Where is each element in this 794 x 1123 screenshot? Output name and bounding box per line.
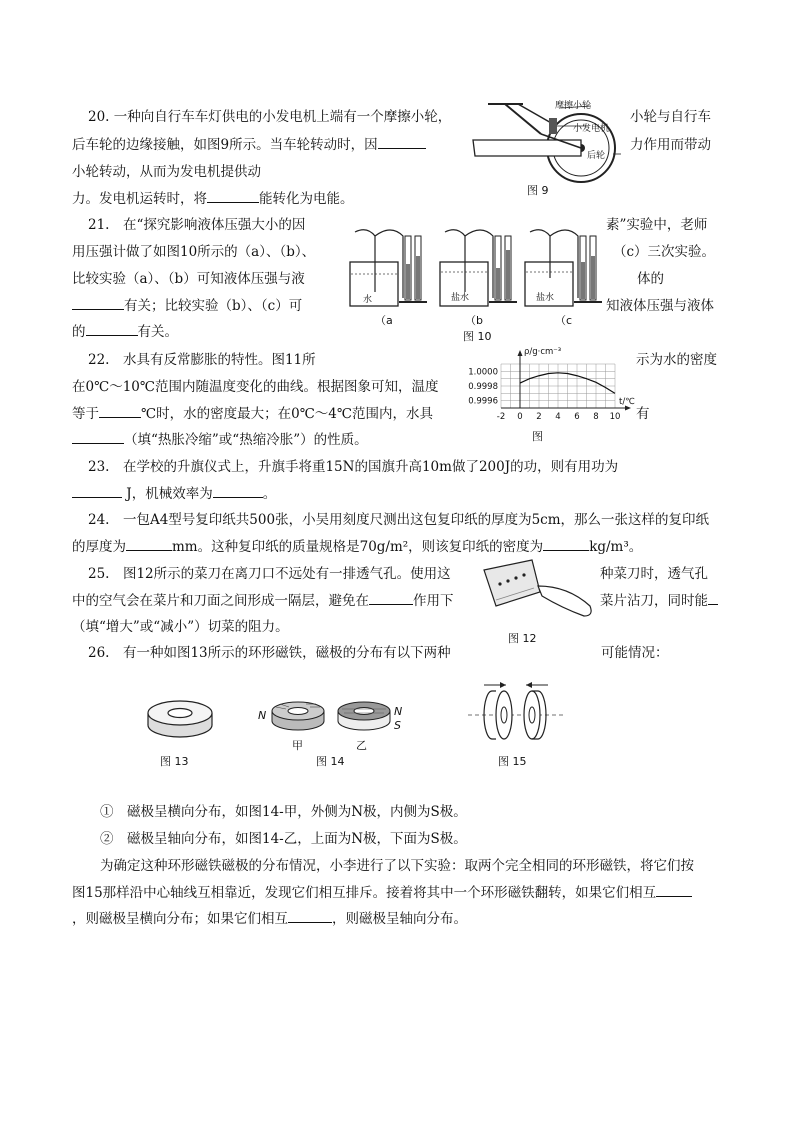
figure-14: [256, 695, 406, 775]
q25-line2c: [600, 589, 718, 609]
figure-15: [466, 677, 566, 777]
q20-line2: [72, 133, 426, 153]
q20-line2a: 后车轮的边缘接触，如图9所示。当车轮转动时，因: [72, 137, 378, 153]
fig14-jia-ring: [272, 702, 324, 730]
q20-line2b: 力作用而带动: [630, 137, 711, 153]
fig14-yi-ring: [338, 702, 390, 730]
fig10-label-a: （a: [375, 314, 393, 327]
fig10-label-c: （c: [555, 314, 573, 327]
q25-blank-2[interactable]: [708, 592, 718, 605]
figure-14-drawing: [256, 695, 406, 740]
figure-10: [335, 222, 605, 342]
q26-blank-2[interactable]: [288, 910, 332, 923]
q21-blank-2[interactable]: [86, 323, 138, 336]
q26-item2: ② 磁极呈轴向分布，如图14-乙，上面为N极，下面为S极。: [100, 831, 467, 847]
figure-13-drawing: [140, 695, 220, 745]
q25-line2a: 中的空气会在菜片和刀面之间形成一隔层，避免在: [72, 593, 369, 609]
q22-line2: 在0℃～10℃范围内随温度变化的曲线。根据图象可知，温度: [72, 379, 439, 395]
q23-blank-2[interactable]: [213, 485, 263, 498]
q20-blank-1[interactable]: [378, 136, 426, 149]
q23-line1: 23. 在学校的升旗仪式上，升旗手将重15N的国旗升高10m做了200J的功，则有用功为: [88, 459, 619, 475]
q24-line1: 24. 一包A4型号复印纸共500张，小吴用刻度尺测出这包复印纸的厚度为5cm，那么一张这样的复印纸: [88, 512, 710, 528]
figure-9-drawing: [463, 96, 623, 196]
q25-line2b: 作用下: [413, 593, 454, 609]
q22-line3a: 等于: [72, 406, 99, 422]
fig14-label-jia: 甲: [292, 739, 303, 752]
q21-line1a: 21. 在“探究影响液体压强大小的因: [88, 217, 306, 233]
q20-blank-2[interactable]: [207, 190, 259, 203]
q22-line3b: ℃时，水的密度最大；在0℃～4℃范围内，水具: [141, 406, 433, 422]
chart-xlabel: t/℃: [619, 397, 635, 407]
q25-line3: （填“增大”或“减小”）切菜的阻力。: [72, 619, 289, 635]
q24-line2a: 的厚度为: [72, 539, 126, 555]
q20-line4: [72, 187, 354, 207]
chart-y-tick-label: 0.9996: [468, 396, 498, 407]
figure-9: [463, 96, 623, 196]
chart-x-tick-label: 8: [593, 412, 599, 422]
q24-line2: [72, 535, 642, 555]
q26-para2: [72, 881, 692, 901]
chart-ylabel: ρ/g·cm⁻³: [524, 347, 562, 357]
q25-line2: [72, 589, 454, 609]
fig10-beaker-a: 水: [363, 295, 373, 305]
chart-x-tick-label: 0: [517, 412, 523, 422]
q22-line1a: 22. 水具有反常膨胀的特性。图11所: [88, 352, 316, 368]
fig10-setup-a: [350, 230, 427, 306]
q26-blank-1[interactable]: [656, 884, 692, 897]
q22-line1b: 示为水的密度: [636, 352, 717, 368]
q20-line4a: 力。发电机运转时，将: [72, 191, 207, 207]
chart-x-tick-label: 4: [555, 412, 561, 422]
figure-15-drawing: [466, 677, 566, 749]
q24-blank-1[interactable]: [126, 538, 172, 551]
q25-line1a: 25. 图12所示的菜刀在离刀口不远处有一排透气孔。使用这: [88, 566, 451, 582]
fig15-ring-right: [524, 691, 546, 739]
chart-grid: [501, 364, 615, 408]
figure-11: [455, 342, 635, 442]
fig14-pole-s-right: S: [394, 719, 401, 732]
q21-line4b: 知液体压强与液体: [606, 298, 714, 314]
q26-line1b: 可能情况：: [601, 645, 669, 661]
q22-line3c: 有: [636, 406, 650, 422]
q21-line3a: 比较实验（a）、（b）可知液体压强与液: [72, 271, 305, 287]
q20-line1a: 20. 一种向自行车车灯供电的小发电机上端有一个摩擦小轮，: [88, 109, 452, 125]
fig10-label-b: （b: [465, 314, 483, 327]
q24-line2c: kg/m³。: [589, 539, 643, 555]
q26-para3a: ，则磁极呈横向分布；如果它们相互: [72, 911, 288, 927]
figure-13: [140, 695, 220, 775]
fig10-beaker-c: 盐水: [536, 293, 555, 303]
q26-para2a: 图15那样沿中心轴线互相靠近，发现它们相互排斥。接着将其中一个环形磁铁翻转，如果它们相互: [72, 885, 657, 901]
q23-line2b: 。: [262, 486, 277, 502]
fig14-pole-n-right: N: [394, 705, 403, 718]
q22-blank-1[interactable]: [99, 405, 141, 418]
fig14-label-yi: 乙: [356, 739, 367, 752]
figure-12: [478, 556, 598, 646]
q21-line2a: 用压强计做了如图10所示的（a）、（b）、: [72, 244, 316, 260]
fig9-label-gen: 小发电机: [573, 124, 610, 134]
q21-line5-prefix: 的: [72, 324, 86, 340]
q22-line4: [72, 428, 368, 448]
fig14-pole-n-left: N: [258, 709, 267, 722]
fig10-caption: 图 10: [463, 330, 492, 343]
q22-line3: [72, 402, 433, 422]
figure-12-drawing: [478, 556, 598, 626]
fig10-beaker-b: 盐水: [451, 293, 470, 303]
q21-line2b: （c）三次实验。: [613, 244, 716, 260]
q20-line1b: 小轮与自行车: [630, 109, 711, 125]
q23-line2: [72, 482, 276, 502]
chart-y-arrow: [518, 350, 523, 356]
fig15-ring-left: [484, 691, 512, 739]
q26-line1a: 26. 有一种如图13所示的环形磁铁，磁极的分布有以下两种: [88, 645, 451, 661]
chart-x-tick-label: -2: [496, 412, 506, 422]
q25-line1b: 种菜刀时，透气孔: [600, 566, 708, 582]
q24-blank-2[interactable]: [543, 538, 589, 551]
fig9-label-rear: 后轮: [587, 151, 606, 161]
chart-x-tick-label: 6: [574, 412, 580, 422]
q23-line2a: J，机械效率为: [126, 486, 213, 502]
q21-line3b: 体的: [637, 271, 664, 287]
q26-item1: ① 磁极呈横向分布，如图14-甲，外侧为N极，内侧为S极。: [100, 804, 467, 820]
q21-line5b: 有关。: [137, 324, 178, 340]
q23-blank-1[interactable]: [72, 485, 122, 498]
chart-y-tick-label: 0.9998: [468, 382, 498, 392]
q21-line4a: 有关；比较实验（b）、（c）可: [124, 298, 303, 314]
q22-line4a: （填“热胀冷缩”或“热缩冷胀”）的性质。: [124, 432, 368, 448]
density-chart: [455, 342, 635, 432]
q21-line4: [72, 294, 302, 314]
q20-line4b: 能转化为电能。: [259, 191, 354, 207]
q26-para3: [72, 907, 467, 927]
fig13-caption: 图 13: [160, 755, 189, 768]
q21-line5: [72, 320, 178, 340]
fig15-caption: 图 15: [498, 755, 527, 768]
fig9-label-wheel: 摩擦小轮: [555, 101, 592, 111]
q22-blank-2[interactable]: [72, 431, 124, 444]
q24-line2b: mm。这种复印纸的质量规格是70g/m²，则该复印纸的密度为: [172, 539, 544, 555]
fig9-caption: 图 9: [527, 184, 549, 197]
fig11-caption: 图: [532, 430, 543, 443]
q25-line2c-text: 菜片沾刀，同时能: [600, 593, 708, 609]
chart-axes: [501, 350, 631, 411]
q25-blank-1[interactable]: [369, 592, 413, 605]
chart-ticks: [468, 347, 635, 422]
q21-blank-1[interactable]: [72, 297, 124, 310]
chart-x-tick-label: 2: [536, 412, 542, 422]
figure-10-drawing: [335, 222, 605, 322]
q26-para1: 为确定这种环形磁铁磁极的分布情况，小李进行了以下实验：取两个完全相同的环形磁铁，将它们按: [100, 858, 694, 874]
chart-y-tick-label: 1.0000: [468, 367, 498, 378]
q26-para3b: ，则磁极呈轴向分布。: [332, 911, 467, 927]
q20-line3: 小轮转动，从而为发电机提供动: [72, 164, 261, 180]
fig12-caption: 图 12: [508, 632, 537, 645]
q21-line1b: 素”实验中，老师: [606, 217, 708, 233]
fig14-caption: 图 14: [316, 755, 345, 768]
chart-x-tick-label: 10: [609, 412, 621, 422]
